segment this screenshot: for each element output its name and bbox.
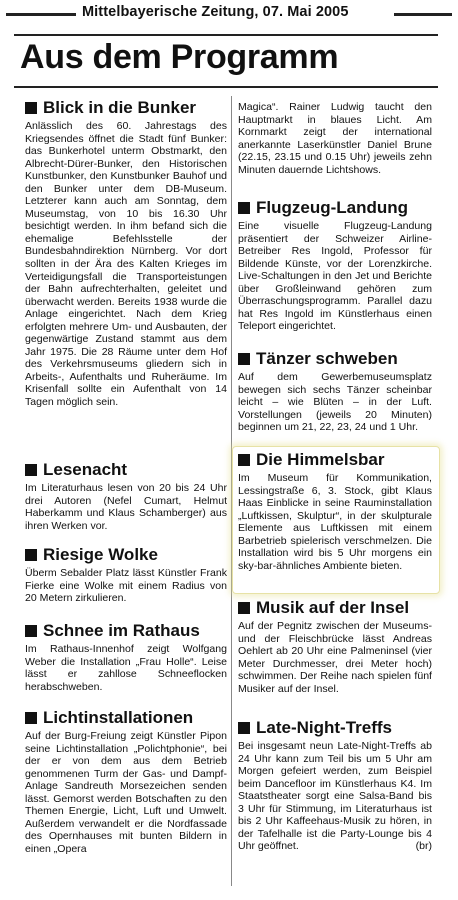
square-bullet-icon (25, 464, 37, 476)
masthead-text: Mittelbayerische Zeitung, 07. Mai 2005 (82, 4, 349, 20)
heading-text: Die Himmelsbar (256, 450, 385, 469)
article-body: Überm Sebalder Platz lässt Künstler Frank Fierke eine Wolke mit einem Radius von 20 Metern zirkulieren. (25, 567, 227, 605)
byline: (br) (415, 840, 432, 853)
article-heading (238, 598, 432, 618)
square-bullet-icon (238, 602, 250, 614)
square-bullet-icon (238, 353, 250, 365)
article-body: Auf der Burg-Freiung zeigt Künstler Pipon seine Lichtinstallation „Polichtphonie“, bei der er von dem aus dem Betrieb genommenen Turm der Gas- und Dampf-Anlage Sandreuth Morsezeichen senden lässt. Gemorst werden Botschaften zu den Themen Energie, Licht, Luft und Umwelt. Außerdem verwandelt er die Nordfassade des Opernhauses mit bunten Bildern in einen „Opera (25, 730, 227, 855)
article-heading (238, 198, 432, 218)
masthead-rule-right (394, 13, 452, 16)
article-wolke (25, 545, 227, 605)
article-licht-continued (238, 99, 432, 176)
square-bullet-icon (25, 625, 37, 637)
article-taenzer (238, 349, 432, 434)
article-licht (25, 708, 227, 855)
article-lesenacht (25, 460, 227, 532)
article-flugzeug (238, 198, 432, 333)
square-bullet-icon (238, 454, 250, 466)
heading-text: Late-Night-Treffs (256, 718, 392, 737)
article-schnee (25, 621, 227, 693)
article-heading (25, 621, 227, 641)
title-rule (14, 86, 438, 88)
heading-text: Tänzer schweben (256, 349, 398, 368)
article-body: Im Literaturhaus lesen von 20 bis 24 Uhr drei Autoren (Nefel Cumart, Helmut Haberkamm und Klaus Schamberger) aus ihren Werken vor. (25, 482, 227, 532)
article-body: Auf der Pegnitz zwischen der Museums- und der Fleischbrücke lässt Andreas Oehlert ab 20 Uhr eine Palmeninsel (vier Meter Durchmesser, drei Meter hoch) schwimmen. Der Reihe nach spielen fünf Musiker auf der Insel. (238, 620, 432, 695)
top-rule (14, 34, 438, 36)
square-bullet-icon (25, 102, 37, 114)
article-body: Auf dem Gewerbemuseumsplatz bewegen sich sechs Tänzer scheinbar leicht – wie Blüten – in der Luft. Vorstellungen (jeweils 20 Minuten) beginnen um 21, 22, 23, 24 und 1 Uhr. (238, 371, 432, 434)
article-heading (25, 545, 227, 565)
article-body: Im Rathaus-Innenhof zeigt Wolfgang Weber die Installation „Frau Holle“. Leise lässt er zahllose Schneeflocken herabschweben. (25, 643, 227, 693)
masthead (6, 4, 452, 24)
masthead-rule-left (6, 13, 76, 16)
article-treffs (238, 718, 432, 853)
article-bunker (25, 98, 227, 409)
heading-text: Lichtinstallationen (43, 708, 194, 727)
heading-text: Musik auf der Insel (256, 598, 410, 617)
article-body: Magica“. Rainer Ludwig taucht den Hauptmarkt in blaues Licht. Am Kornmarkt zeigt der international anerkannte Laserkünstler Daniel Brune (22.15, 23.15 und 0.15 Uhr) jeweils zehn Minuten dauernde Lichtshows. (238, 101, 432, 176)
article-heading (238, 718, 432, 738)
article-heading (25, 460, 227, 480)
square-bullet-icon (238, 202, 250, 214)
article-heading (238, 349, 432, 369)
heading-text: Flugzeug-Landung (256, 198, 409, 217)
heading-text: Riesige Wolke (43, 545, 158, 564)
square-bullet-icon (238, 722, 250, 734)
article-heading (25, 98, 227, 118)
square-bullet-icon (25, 549, 37, 561)
article-body: Im Museum für Kommunikation, Lessingstraße 6, 3. Stock, gibt Klaus Haas Einblicke in seine Rauminstallation „Luftkissen, Skulptur“, in der skulpturale Elemente aus Luftkissen mit einem Barbetrieb spielerisch verschmelzen. Die Installation wird bis 5 Uhr morgens ein sky-bar-ähnliches Ambiente bieten. (238, 472, 432, 572)
article-body: Anlässlich des 60. Jahrestags des Kriegsendes öffnet die Stadt fünf Bunker: das Bunkerhotel unterm Obstmarkt, den Albrecht-Dürer-Bunker, den Historischen Kunstbunker, den Kunstbunker Bauhof und den Bunker unter dem DB-Museum. Letzterer kann auch am Sonntag, dem Museumstag, von 10 bis 16.30 Uhr besichtigt werden. In ihm befand sich die ehemalige Befehlsstelle der Bundesbahndirektion Nürnberg. Vor dort sollten in der Ära des Kalten Krieges im Verteidigungsfall die Transporteistungen der Bahn aufrechterhalten, geleitet und überwacht werden. Bereits 1938 wurde die Anlage eingerichtet. Nach dem Krieg erfolgten mehrere Um- und Ausbauten, der gegenwärtige Zustand stammt aus dem Jahr 1975. Die 28 Räume unter dem Hof des Verkehrsmuseums gliedern sich in Arbeits-, Aufenthalts und Ruheräume. Im Krisenfall sollte ein Aufenthalt von 14 Tagen möglich sein. (25, 120, 227, 409)
square-bullet-icon (25, 712, 37, 724)
article-musik (238, 598, 432, 695)
heading-text: Lesenacht (43, 460, 128, 479)
article-heading (25, 708, 227, 728)
article-body (238, 740, 432, 853)
article-heading (238, 450, 432, 470)
article-text: Bei insgesamt neun Late-Night-Treffs ab 24 Uhr kann zum Teil bis um 5 Uhr am Morgen gefeiert werden, zum Beispiel beim Dancefloor im Künstlerhaus K4. Im Staatstheater sorgt eine Salsa-Band bis 3 Uhr für Stimmung, im Literaturhaus ist bis 2 Uhr Kaffeehaus-Musik zu hören, in der Tafelhalle ist die Party-Lounge bis 4 Uhr geöffnet. (238, 740, 432, 853)
heading-text: Blick in die Bunker (43, 98, 197, 117)
article-body: Eine visuelle Flugzeug-Landung präsentiert der Schweizer Airline-Betreiber Res Ingold, Professor für Bildende Künste, vor der Lorenzkirche. Live-Schaltungen in den Jet und Berichte über Großleinwand gehören zum Überraschungsprogramm. Parallel dazu hat Res Ingold im Künstlerhaus einen Teleport eingerichtet. (238, 220, 432, 333)
article-himmelsbar (238, 450, 432, 572)
heading-text: Schnee im Rathaus (43, 621, 200, 640)
page-title: Aus dem Programm (20, 38, 339, 76)
